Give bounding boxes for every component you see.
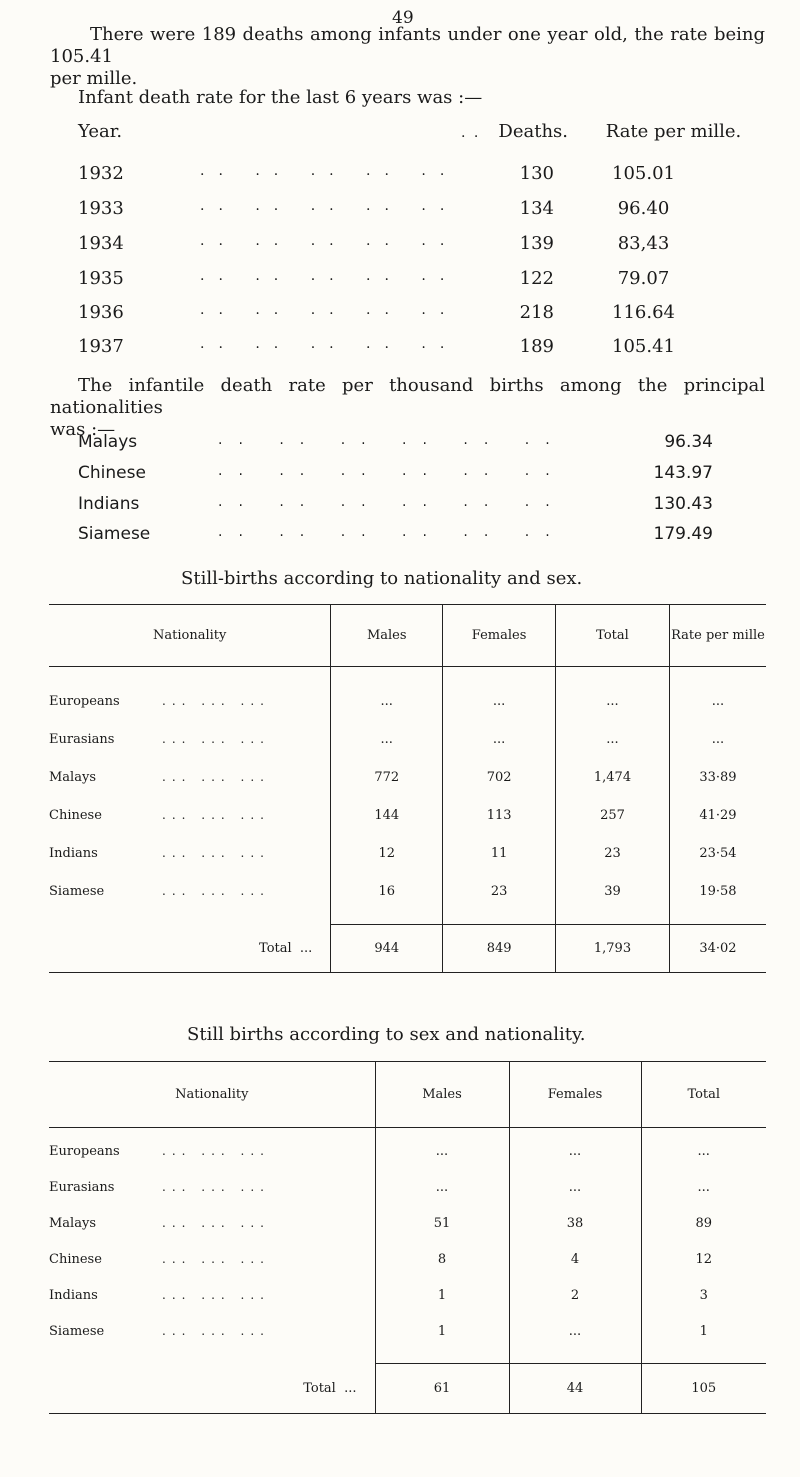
table-row: Malays ... ... ... 51 38 89 [49,1206,766,1242]
infant-rate-row: 1936 .. .. .. .. .. 218 116.64 [78,302,675,323]
table2-caption: Still births according to sex and nationality. [187,1024,586,1045]
infant-rate-row: 1933 .. .. .. .. .. 134 96.40 [78,198,670,219]
col-header-females: Females [509,1062,641,1128]
still-births-table-2 [49,1061,766,1414]
table-row: Indians ... ... ... 1 2 3 [49,1278,766,1314]
year-header: Year. [78,121,123,142]
table-row: Siamese ... ... ... 1 ... 1 [49,1314,766,1350]
nationalities-line-2: was :— [50,419,116,440]
table-row: Eurasians ... ... ... ... ... ... ... [49,721,766,759]
intro-paragraph [50,24,765,90]
infant-rate-row: 1935 .. .. .. .. .. 122 79.07 [78,268,670,289]
infant-rate-row: 1932 .. .. .. .. .. 130 105.01 [78,163,675,184]
table-row: Europeans ... ... ... ... ... ... ... [49,683,766,721]
infant-rate-header [78,121,778,145]
table-row: Eurasians ... ... ... ... ... ... [49,1170,766,1206]
table-total-row: Total ... 944 849 1,793 34·02 [49,925,766,973]
table-total-row: Total ... 61 44 105 [49,1364,766,1414]
table-row: Chinese ... ... ... 144 113 257 41·29 [49,797,766,835]
nationality-rate-row: Malays .. .. .. .. .. .. 96.34 [78,432,713,452]
col-header-males: Males [375,1062,509,1128]
infant-rate-row: 1937 .. .. .. .. .. 189 105.41 [78,336,675,357]
col-header-females: Females [443,605,556,667]
table-row: Siamese ... ... ... 16 23 39 19·58 [49,873,766,911]
col-header-males: Males [331,605,443,667]
table-row: Chinese ... ... ... 8 4 12 [49,1242,766,1278]
col-header-nationality: Nationality [49,1062,375,1128]
table-row: Malays ... ... ... 772 702 1,474 33·89 [49,759,766,797]
infant-rate-row: 1934 .. .. .. .. .. 139 83,43 [78,233,670,254]
still-births-table-1 [49,604,766,973]
nationality-rate-row: Indians .. .. .. .. .. .. 130.43 [78,494,713,514]
intro-line-2: per mille. [50,68,138,89]
col-header-rate: Rate per mille [669,605,766,667]
nationalities-line-1: The infantile death rate per thousand births among the principal nationalities [50,375,765,418]
nationality-rate-row: Siamese .. .. .. .. .. .. 179.49 [78,524,713,544]
table-row: Europeans ... ... ... ... ... ... [49,1134,766,1170]
col-header-nationality: Nationality [49,605,331,667]
table1-caption: Still-births according to nationality and sex. [181,568,583,589]
deaths-header: . . Deaths. [461,121,568,142]
page-number: 49 [392,8,414,28]
col-header-total: Total [641,1062,766,1128]
intro-line-1: There were 189 deaths among infants under one year old, the rate being 105.41 [50,24,765,67]
table-row: Indians ... ... ... 12 11 23 23·54 [49,835,766,873]
infant-rate-lead: Infant death rate for the last 6 years was :— [78,87,483,108]
nationality-rate-row: Chinese .. .. .. .. .. .. 143.97 [78,463,713,483]
col-header-total: Total [556,605,670,667]
rate-header: Rate per mille. [605,121,742,142]
